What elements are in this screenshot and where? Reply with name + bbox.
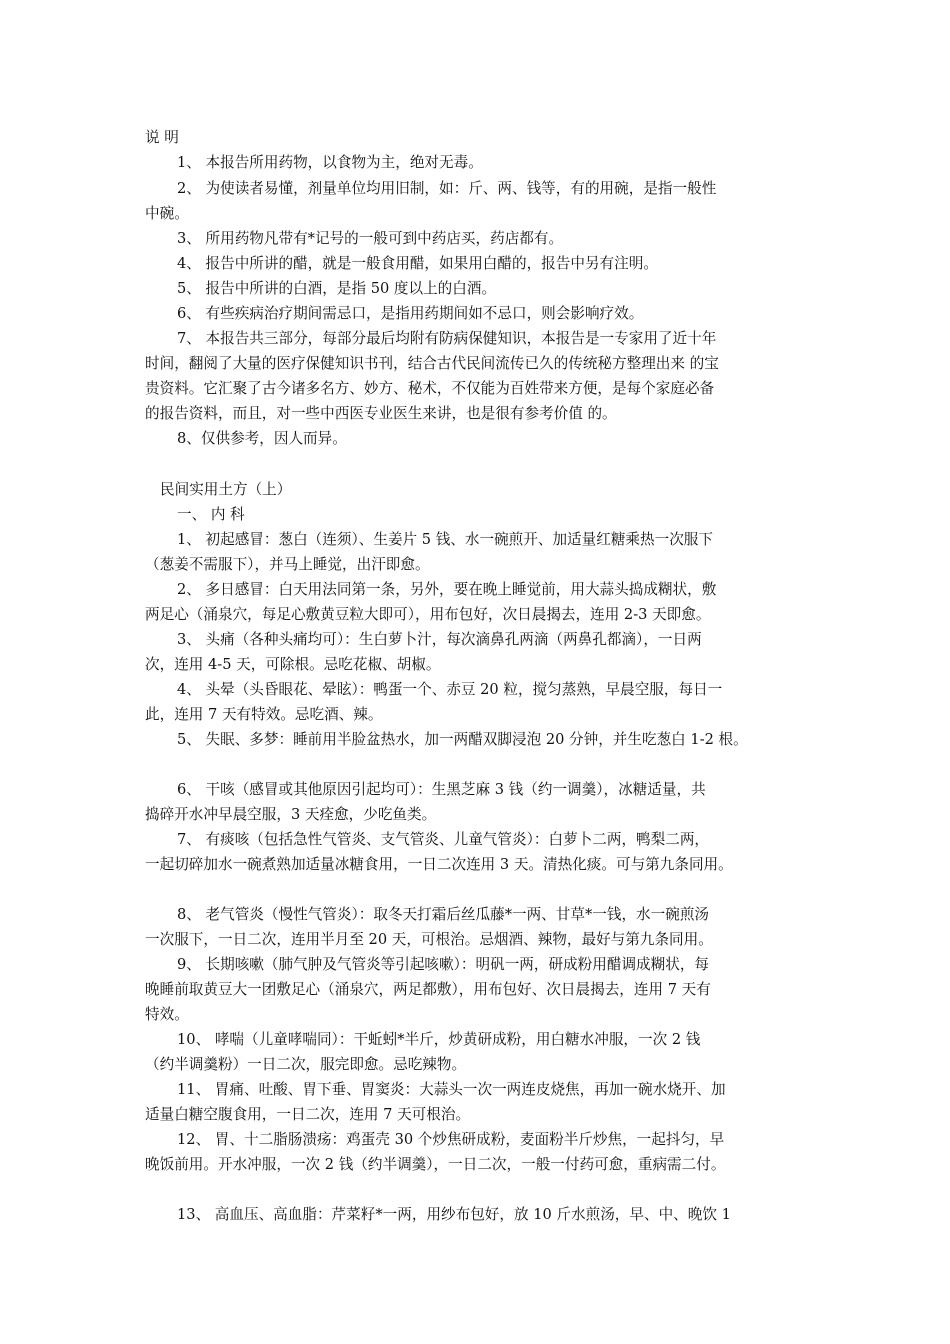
text-line: 8、 老气管炎（慢性气管炎）：取冬天打霜后丝瓜藤*一两、甘草*一钱，水一碗煎汤 xyxy=(177,906,710,923)
text-line: （约半调羹粉）一日二次，服完即愈。忌吃辣物。 xyxy=(145,1056,467,1073)
text-line: 一次服下，一日二次，连用半月至 20 天，可根治。忌烟酒、辣物，最好与第九条同用。 xyxy=(145,931,713,948)
text-line: 此，连用 7 天有特效。忌吃酒、辣。 xyxy=(145,706,383,723)
text-line: 3、 所用药物凡带有*记号的一般可到中药店买，药店都有。 xyxy=(177,230,564,247)
text-line: 4、 头晕（头昏眼花、晕眩）：鸭蛋一个、赤豆 20 粒，搅匀蒸熟，早晨空服，每日一 xyxy=(177,681,723,698)
text-line: 12、 胃、十二脂肠溃疡：鸡蛋壳 30 个炒焦研成粉，麦面粉半斤炒焦，一起抖匀，早 xyxy=(177,1131,725,1148)
text-line: 4、 报告中所讲的醋，就是一般食用醋，如果用白醋的，报告中另有注明。 xyxy=(177,255,658,272)
text-line: 3、 头痛（各种头痛均可）：生白萝卜汁，每次滴鼻孔两滴（两鼻孔都滴），一日两 xyxy=(177,631,702,648)
subsection-title: 一、 内 科 xyxy=(177,506,245,523)
text-line: 次，连用 4-5 天，可除根。忌吃花椒、胡椒。 xyxy=(145,656,441,673)
text-line: 中碗。 xyxy=(145,205,189,222)
text-line: 一起切碎加水一碗煮熟加适量冰糖食用，一日二次连用 3 天。清热化痰。可与第九条同用。 xyxy=(145,856,733,873)
text-line: 两足心（涌泉穴，每足心敷黄豆粒大即可），用布包好，次日晨揭去，连用 2-3 天即愈。 xyxy=(145,606,711,623)
text-line: 捣碎开水冲早晨空服，3 天痊愈，少吃鱼类。 xyxy=(145,806,437,823)
text-line: 晚饭前用。开水冲服，一次 2 钱（约半调羹），一日二次，一般一付药可愈，重病需二付。 xyxy=(145,1156,726,1173)
text-line: 13、 高血压、高血脂：芹菜籽*一两，用纱布包好，放 10 斤水煎汤，早、中、晚饮 1 xyxy=(177,1206,731,1223)
text-line: 6、 干咳（感冒或其他原因引起均可）：生黑芝麻 3 钱（约一调羹），冰糖适量，共 xyxy=(177,781,706,798)
text-line: 5、 报告中所讲的白酒，是指 50 度以上的白酒。 xyxy=(177,280,497,297)
text-line: 11、 胃痛、吐酸、胃下垂、胃窦炎：大蒜头一次一两连皮烧焦，再加一碗水烧开、加 xyxy=(177,1081,726,1098)
text-line: 7、 有痰咳（包括急性气管炎、支气管炎、儿童气管炎）：白萝卜二两，鸭梨二两， xyxy=(177,831,710,848)
section-title: 民间实用土方（上） xyxy=(160,481,292,498)
text-line: 时间，翻阅了大量的医疗保健知识书刊，结合古代民间流传已久的传统秘方整理出来 的宝 xyxy=(145,355,719,372)
heading-instructions: 说 明 xyxy=(145,129,179,146)
text-line: 5、 失眠、多梦：睡前用半脸盆热水，加一两醋双脚浸泡 20 分钟，并生吃葱白 1-2 根。 xyxy=(177,731,748,748)
text-line: 1、 本报告所用药物，以食物为主，绝对无毒。 xyxy=(177,154,483,171)
text-line: 特效。 xyxy=(145,1006,189,1023)
text-line: 的报告资料，而且，对一些中西医专业医生来讲，也是很有参考价值 的。 xyxy=(145,405,617,422)
text-line: 贵资料。它汇聚了古今诸多名方、妙方、秘术，不仅能为百姓带来方便，是每个家庭必备 xyxy=(145,380,715,397)
text-line: 7、 本报告共三部分，每部分最后均附有防病保健知识，本报告是一专家用了近十年 xyxy=(177,330,717,347)
text-line: 1、 初起感冒：葱白（连须）、生姜片 5 钱、水一碗煎开、加适量红糖乘热一次服下 xyxy=(177,531,713,548)
text-line: 6、 有些疾病治疗期间需忌口，是指用药期间如不忌口，则会影响疗效。 xyxy=(177,305,644,322)
text-line: 8、仅供参考，因人而异。 xyxy=(177,430,347,447)
text-line: 2、 为使读者易懂，剂量单位均用旧制，如：斤、两、钱等，有的用碗，是指一般性 xyxy=(177,180,717,197)
text-line: 2、 多日感冒：白天用法同第一条，另外，要在晚上睡觉前，用大蒜头捣成糊状，敷 xyxy=(177,581,717,598)
text-line: 晚睡前取黄豆大一团敷足心（涌泉穴，两足都敷），用布包好、次日晨揭去，连用 7 天有 xyxy=(145,981,711,998)
text-line: 10、 哮喘（儿童哮喘同）：干蚯蚓*半斤，炒黄研成粉，用白糖水冲服，一次 2 钱 xyxy=(177,1031,701,1048)
text-line: 适量白糖空腹食用，一日二次，连用 7 天可根治。 xyxy=(145,1106,471,1123)
text-line: 9、 长期咳嗽（肺气肿及气管炎等引起咳嗽）：明矾一两，研成粉用醋调成糊状，每 xyxy=(177,956,710,973)
text-line: （葱姜不需服下），并马上睡觉，出汗即愈。 xyxy=(145,556,430,573)
